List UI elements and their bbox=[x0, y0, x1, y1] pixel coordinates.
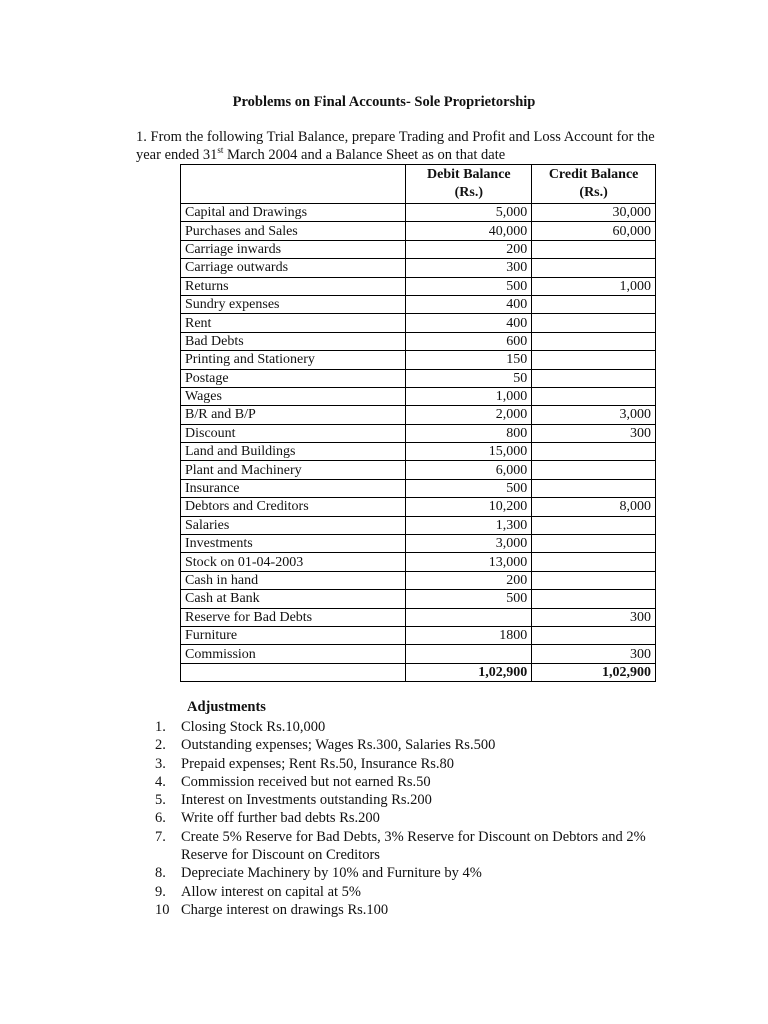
table-row bbox=[181, 571, 656, 589]
credit-cell: 30,000 bbox=[532, 204, 656, 222]
credit-cell: 8,000 bbox=[532, 498, 656, 516]
particular-cell: Carriage inwards bbox=[181, 240, 406, 258]
trial-balance-table bbox=[180, 164, 656, 682]
table-row bbox=[181, 259, 656, 277]
debit-cell: 500 bbox=[406, 590, 532, 608]
credit-cell bbox=[532, 535, 656, 553]
particular-cell: Sundry expenses bbox=[181, 295, 406, 313]
particular-cell: Carriage outwards bbox=[181, 259, 406, 277]
table-row bbox=[181, 295, 656, 313]
table-header-row bbox=[181, 165, 656, 204]
particular-cell: Rent bbox=[181, 314, 406, 332]
credit-header-line2: (Rs.) bbox=[579, 185, 608, 200]
debit-cell: 150 bbox=[406, 351, 532, 369]
list-item-number: 3. bbox=[155, 755, 166, 772]
particular-cell: Furniture bbox=[181, 626, 406, 644]
debit-cell: 400 bbox=[406, 314, 532, 332]
debit-cell bbox=[406, 645, 532, 663]
total-credit-cell: 1,02,900 bbox=[532, 663, 656, 681]
credit-cell bbox=[532, 443, 656, 461]
table-row bbox=[181, 351, 656, 369]
list-item-number: 9. bbox=[155, 883, 166, 900]
list-item-text: Allow interest on capital at 5% bbox=[181, 883, 361, 900]
credit-cell bbox=[532, 516, 656, 534]
debit-cell: 2,000 bbox=[406, 406, 532, 424]
debit-header-line1: Debit Balance bbox=[427, 167, 511, 182]
adjustments-list bbox=[155, 718, 655, 919]
debit-cell: 6,000 bbox=[406, 461, 532, 479]
particular-cell: Stock on 01-04-2003 bbox=[181, 553, 406, 571]
list-item bbox=[155, 864, 655, 882]
credit-cell bbox=[532, 295, 656, 313]
particular-cell: Plant and Machinery bbox=[181, 461, 406, 479]
credit-cell bbox=[532, 259, 656, 277]
debit-cell: 5,000 bbox=[406, 204, 532, 222]
particular-cell: Salaries bbox=[181, 516, 406, 534]
credit-cell: 1,000 bbox=[532, 277, 656, 295]
particular-cell: B/R and B/P bbox=[181, 406, 406, 424]
ordinal-suffix: st bbox=[217, 145, 224, 156]
list-item-number: 8. bbox=[155, 865, 166, 882]
credit-cell bbox=[532, 461, 656, 479]
credit-cell bbox=[532, 240, 656, 258]
particular-cell: Reserve for Bad Debts bbox=[181, 608, 406, 626]
total-label-cell bbox=[181, 663, 406, 681]
list-item bbox=[155, 828, 655, 865]
table-row bbox=[181, 369, 656, 387]
credit-cell bbox=[532, 351, 656, 369]
debit-cell: 1800 bbox=[406, 626, 532, 644]
page-title: Problems on Final Accounts- Sole Proprietorship bbox=[232, 94, 536, 110]
list-item-text: Charge interest on drawings Rs.100 bbox=[181, 901, 389, 918]
particular-cell: Investments bbox=[181, 535, 406, 553]
debit-header-line2: (Rs.) bbox=[454, 185, 484, 200]
debit-cell: 40,000 bbox=[406, 222, 532, 240]
list-item-text: Write off further bad debts Rs.200 bbox=[181, 810, 380, 827]
table-row bbox=[181, 516, 656, 534]
list-item-text: Interest on Investments outstanding Rs.200 bbox=[181, 792, 432, 809]
table-row bbox=[181, 626, 656, 644]
credit-cell: 3,000 bbox=[532, 406, 656, 424]
debit-cell: 400 bbox=[406, 295, 532, 313]
table-row bbox=[181, 608, 656, 626]
debit-cell: 600 bbox=[406, 332, 532, 350]
particular-cell: Capital and Drawings bbox=[181, 204, 406, 222]
list-item-number: 1. bbox=[155, 719, 166, 735]
table-row bbox=[181, 553, 656, 571]
table-row bbox=[181, 479, 656, 497]
list-item bbox=[155, 809, 655, 827]
table-row bbox=[181, 387, 656, 405]
credit-cell: 300 bbox=[532, 645, 656, 663]
debit-cell: 1,300 bbox=[406, 516, 532, 534]
debit-cell: 13,000 bbox=[406, 553, 532, 571]
particular-cell: Cash in hand bbox=[181, 571, 406, 589]
list-item-number: 5. bbox=[155, 792, 166, 809]
list-item bbox=[155, 736, 655, 754]
particulars-header bbox=[181, 165, 406, 204]
debit-cell bbox=[406, 608, 532, 626]
particular-cell: Purchases and Sales bbox=[181, 222, 406, 240]
debit-header bbox=[406, 165, 532, 204]
particular-cell: Wages bbox=[181, 387, 406, 405]
question-text bbox=[136, 128, 676, 164]
particular-cell: Returns bbox=[181, 277, 406, 295]
table-row bbox=[181, 240, 656, 258]
list-item bbox=[155, 901, 655, 919]
particular-cell: Postage bbox=[181, 369, 406, 387]
credit-header-line1: Credit Balance bbox=[548, 167, 639, 182]
list-item-number: 10 bbox=[155, 901, 170, 918]
table-row bbox=[181, 332, 656, 350]
list-item-text: Outstanding expenses; Wages Rs.300, Salaries Rs.500 bbox=[181, 737, 496, 754]
particular-cell: Discount bbox=[181, 424, 406, 442]
debit-cell: 10,200 bbox=[406, 498, 532, 516]
table-row bbox=[181, 443, 656, 461]
debit-cell: 50 bbox=[406, 369, 532, 387]
credit-cell bbox=[532, 314, 656, 332]
table-row bbox=[181, 204, 656, 222]
table-row bbox=[181, 424, 656, 442]
table-row bbox=[181, 590, 656, 608]
credit-cell bbox=[532, 369, 656, 387]
list-item bbox=[155, 883, 655, 901]
particular-cell: Debtors and Creditors bbox=[181, 498, 406, 516]
particular-cell: Bad Debts bbox=[181, 332, 406, 350]
table-row bbox=[181, 277, 656, 295]
debit-cell: 500 bbox=[406, 479, 532, 497]
list-item-text: Create 5% Reserve for Bad Debts, 3% Reserve for Discount on Debtors and 2% Reserve for Discount on Creditors bbox=[181, 828, 646, 864]
list-item bbox=[155, 718, 655, 736]
debit-cell: 800 bbox=[406, 424, 532, 442]
debit-cell: 500 bbox=[406, 277, 532, 295]
debit-cell: 15,000 bbox=[406, 443, 532, 461]
credit-cell bbox=[532, 387, 656, 405]
debit-cell: 200 bbox=[406, 240, 532, 258]
credit-cell: 300 bbox=[532, 424, 656, 442]
total-row bbox=[181, 663, 656, 681]
table-row bbox=[181, 461, 656, 479]
list-item-text: Depreciate Machinery by 10% and Furniture by 4% bbox=[181, 865, 482, 882]
list-item-number: 4. bbox=[155, 773, 166, 790]
table-row bbox=[181, 535, 656, 553]
question-text-end: March 2004 and a Balance Sheet as on that date bbox=[223, 147, 506, 163]
question-text-main: 1. From the following Trial Balance, prepare Trading and Profit and Loss Account for the year ended 31 bbox=[136, 129, 655, 163]
credit-cell bbox=[532, 553, 656, 571]
table-row bbox=[181, 222, 656, 240]
particular-cell: Insurance bbox=[181, 479, 406, 497]
list-item-number: 6. bbox=[155, 810, 166, 827]
list-item bbox=[155, 755, 655, 773]
credit-cell bbox=[532, 626, 656, 644]
table-row bbox=[181, 314, 656, 332]
list-item bbox=[155, 791, 655, 809]
credit-cell bbox=[532, 479, 656, 497]
trial-balance-body bbox=[181, 204, 656, 682]
list-item-text: Commission received but not earned Rs.50 bbox=[181, 773, 431, 790]
credit-cell bbox=[532, 590, 656, 608]
credit-cell bbox=[532, 332, 656, 350]
debit-cell: 3,000 bbox=[406, 535, 532, 553]
particular-cell: Printing and Stationery bbox=[181, 351, 406, 369]
table-row bbox=[181, 406, 656, 424]
debit-cell: 300 bbox=[406, 259, 532, 277]
credit-cell: 300 bbox=[532, 608, 656, 626]
particular-cell: Land and Buildings bbox=[181, 443, 406, 461]
debit-cell: 1,000 bbox=[406, 387, 532, 405]
list-item-number: 7. bbox=[155, 828, 166, 845]
list-item bbox=[155, 773, 655, 791]
list-item-text: Prepaid expenses; Rent Rs.50, Insurance Rs.80 bbox=[181, 755, 455, 772]
adjustments-heading: Adjustments bbox=[187, 699, 266, 715]
credit-header bbox=[532, 165, 656, 204]
debit-cell: 200 bbox=[406, 571, 532, 589]
table-row bbox=[181, 645, 656, 663]
particular-cell: Cash at Bank bbox=[181, 590, 406, 608]
credit-cell: 60,000 bbox=[532, 222, 656, 240]
total-debit-cell: 1,02,900 bbox=[406, 663, 532, 681]
particular-cell: Commission bbox=[181, 645, 406, 663]
table-row bbox=[181, 498, 656, 516]
credit-cell bbox=[532, 571, 656, 589]
list-item-text: Closing Stock Rs.10,000 bbox=[181, 719, 326, 735]
list-item-number: 2. bbox=[155, 737, 166, 754]
